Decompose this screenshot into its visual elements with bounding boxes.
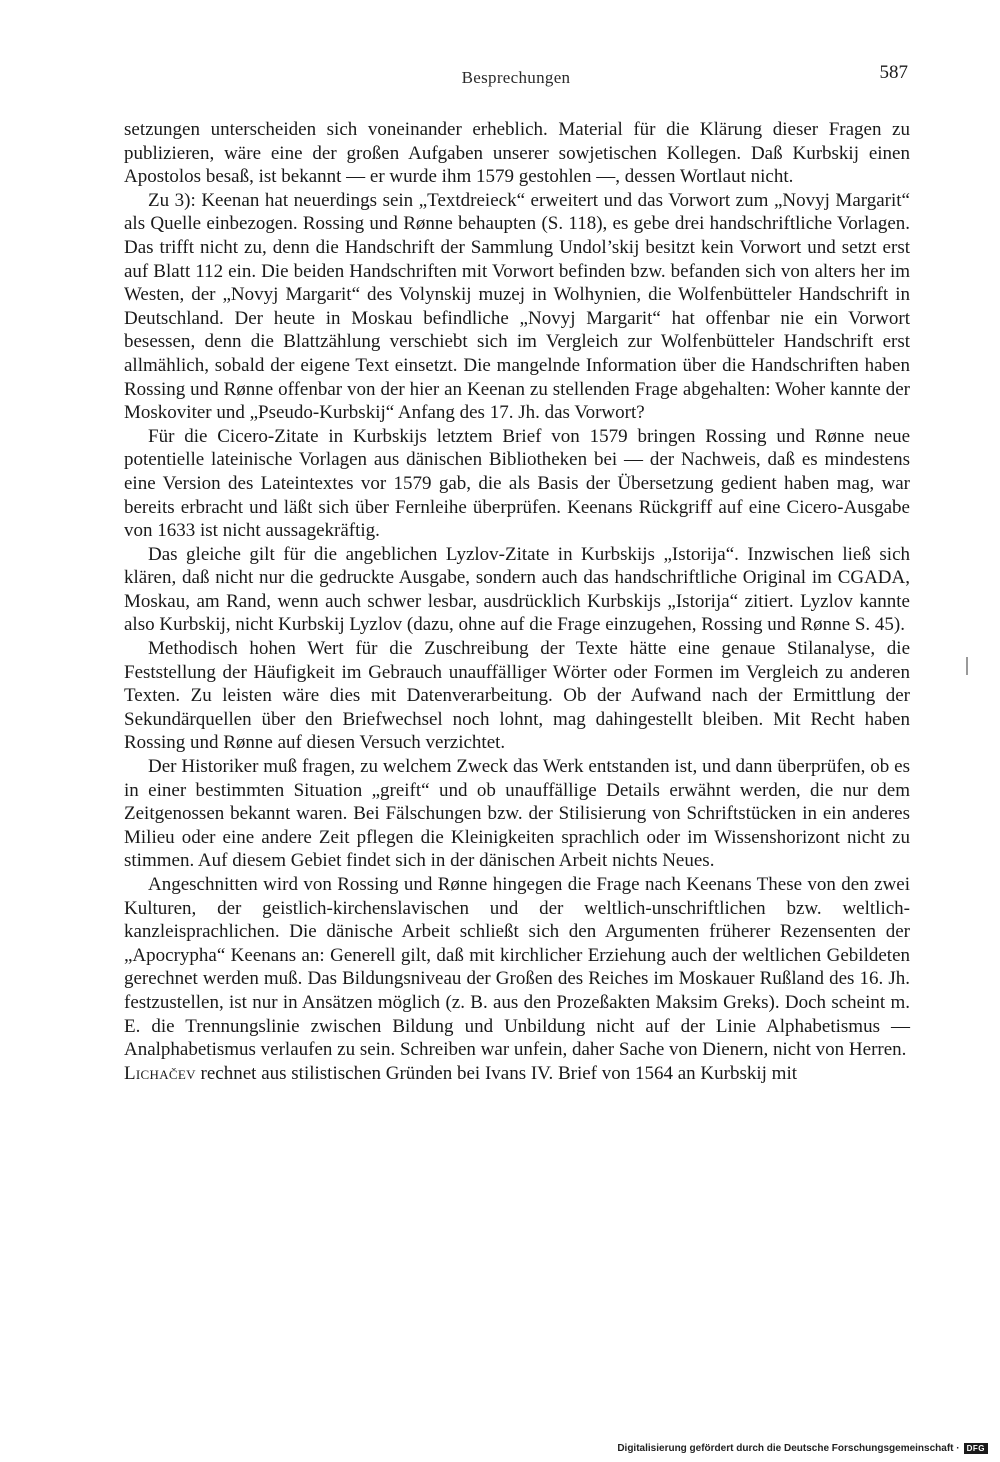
body-text — [124, 118, 910, 1085]
running-title: Besprechungen — [461, 68, 571, 87]
footer-credit: Digitalisierung gefördert durch die Deutsche Forschungsgemeinschaft · — [617, 1443, 960, 1454]
paragraph-2: Zu 3): Keenan hat neuerdings sein „Textdreieck“ erweitert und das Vorwort zum „Novyj Margarit“ als Quelle einbezogen. Rossing und Rønne behaupten (S. 118), es gebe drei handschriftliche Vorlagen. Das trifft nicht zu, denn die Handschrift der Sammlung Undol’skij besitzt kein Vorwort und setzt erst auf Blatt 112 ein. Die beiden Handschriften mit Vorwort befinden bzw. befanden sich von alters her im Westen, der „Novyj Margarit“ des Volynskij muzej in Wolhynien, die Wolfenbütteler Handschrift in Deutschland. Der heute in Moskau befindliche „Novyj Margarit“ hat offenbar nie ein Vorwort besessen, denn die Blattzählung verschiebt sich im Vergleich zur Wolfenbütteler Handschrift erst allmählich, sobald der eigene Text einsetzt. Die mangelnde Information über die Handschriften haben Rossing und Rønne offenbar von der hier an Keenan zu stellenden Frage abgehalten: Woher kannte der Moskoviter und „Pseudo-Kurbskij“ Anfang des 17. Jh. das Vorwort? — [124, 189, 910, 424]
author-name: Lichačev — [124, 1062, 196, 1084]
dfg-logo-icon: DFG — [964, 1443, 988, 1454]
paragraph-3: Für die Cicero-Zitate in Kurbskijs letztem Brief von 1579 bringen Rossing und Rønne neue potentielle lateinische Vorlagen aus dänischen Bibliotheken bei — der Nachweis, daß es mindestens eine Version des Lateintextes vor 1579 gab, die als Basis der Übersetzung gedient haben mag, war bereits erbracht und läßt sich über Fernleihe überprüfen. Keenans Rückgriff auf eine Cicero-Ausgabe von 1633 ist nicht aussagekräftig. — [124, 425, 910, 542]
paragraph-1: setzungen unterscheiden sich voneinander erheblich. Material für die Klärung dieser Fragen zu publizieren, wäre eine der großen Aufgaben unserer sowjetischen Kollegen. Daß Kurbskij einen Apostolos besaß, ist bekannt — er wurde ihm 1579 gestohlen —, dessen Wortlaut nicht. — [124, 119, 910, 188]
paragraph-4: Das gleiche gilt für die angeblichen Lyzlov-Zitate in Kurbskijs „Istorija“. Inzwischen ließ sich klären, daß nicht nur die gedruckte Ausgabe, sondern auch das handschriftliche Original im CGADA, Moskau, am Rand, wenn auch schwer lesbar, ausdrücklich Kurbskijs „Istorija“ zitiert. Lyzlov kannte also Kurbskij, nicht Kurbskij Lyzlov (dazu, ohne auf die Frage einzugehen, Rossing und Rønne S. 45). — [124, 543, 910, 636]
paragraph-8-text: rechnet aus stilistischen Gründen bei Ivans IV. Brief von 1564 an Kurbskij mit — [195, 1062, 798, 1084]
paragraph-6: Der Historiker muß fragen, zu welchem Zweck das Werk entstanden ist, und dann überprüfen, ob es in einer bestimmten Situation „greift“ und ob unauffällige Details erwähnt werden, die nur dem Zeitgenossen bekannt waren. Bei Fälschungen bzw. der Stilisierung von Schriftstücken in ein anderes Milieu oder eine andere Zeit pflegen die Kleinigkeiten sprachlich oder im Wissenshorizont nicht zu stimmen. Auf diesem Gebiet findet sich in der dänischen Arbeit nichts Neues. — [124, 756, 910, 872]
page-number: 587 — [879, 62, 908, 83]
paragraph-7: Angeschnitten wird von Rossing und Rønne hingegen die Frage nach Keenans These von den zwei Kulturen, der geistlich-kirchenslavischen und der weltlich-unschriftlichen bzw. weltlich-kanzleisprachlichen. Die dänische Arbeit schließt sich den Argumenten früherer Rezensenten der „Apocrypha“ Keenans an: Generell gilt, daß mit kirchlicher Erziehung auch der weltlichen Gebildeten gerechnet werden muß. Das Bildungsniveau der Großen des Reiches im Moskauer Rußland des 16. Jh. festzustellen, ist nur in Ansätzen möglich (z. B. aus den Prozeßakten Maksim Greks). Doch scheint m. E. die Trennungslinie zwischen Bildung und Unbildung nicht auf der Linie Alphabetismus — Analphabetismus verlaufen zu sein. Schreiben war unfein, daher Sache von Dienern, nicht von Herren. — [124, 874, 910, 1061]
paragraph-8 — [124, 1062, 910, 1086]
running-header — [124, 62, 908, 92]
paragraph-5: Methodisch hohen Wert für die Zuschreibung der Texte hätte eine genaue Stilanalyse, die Feststellung der Häufigkeit im Gebrauch unauffälliger Wörter oder Formen im Vergleich zu anderen Texten. Zu leisten wäre dies mit Datenverarbeitung. Ob der Aufwand nach der Ermittlung der Sekundärquellen über den Briefwechsel noch lohnt, mag dahingestellt bleiben. Mit Recht haben Rossing und Rønne auf diesen Versuch verzichtet. — [124, 638, 910, 754]
margin-mark — [966, 657, 968, 675]
digitization-footer — [617, 1443, 988, 1454]
